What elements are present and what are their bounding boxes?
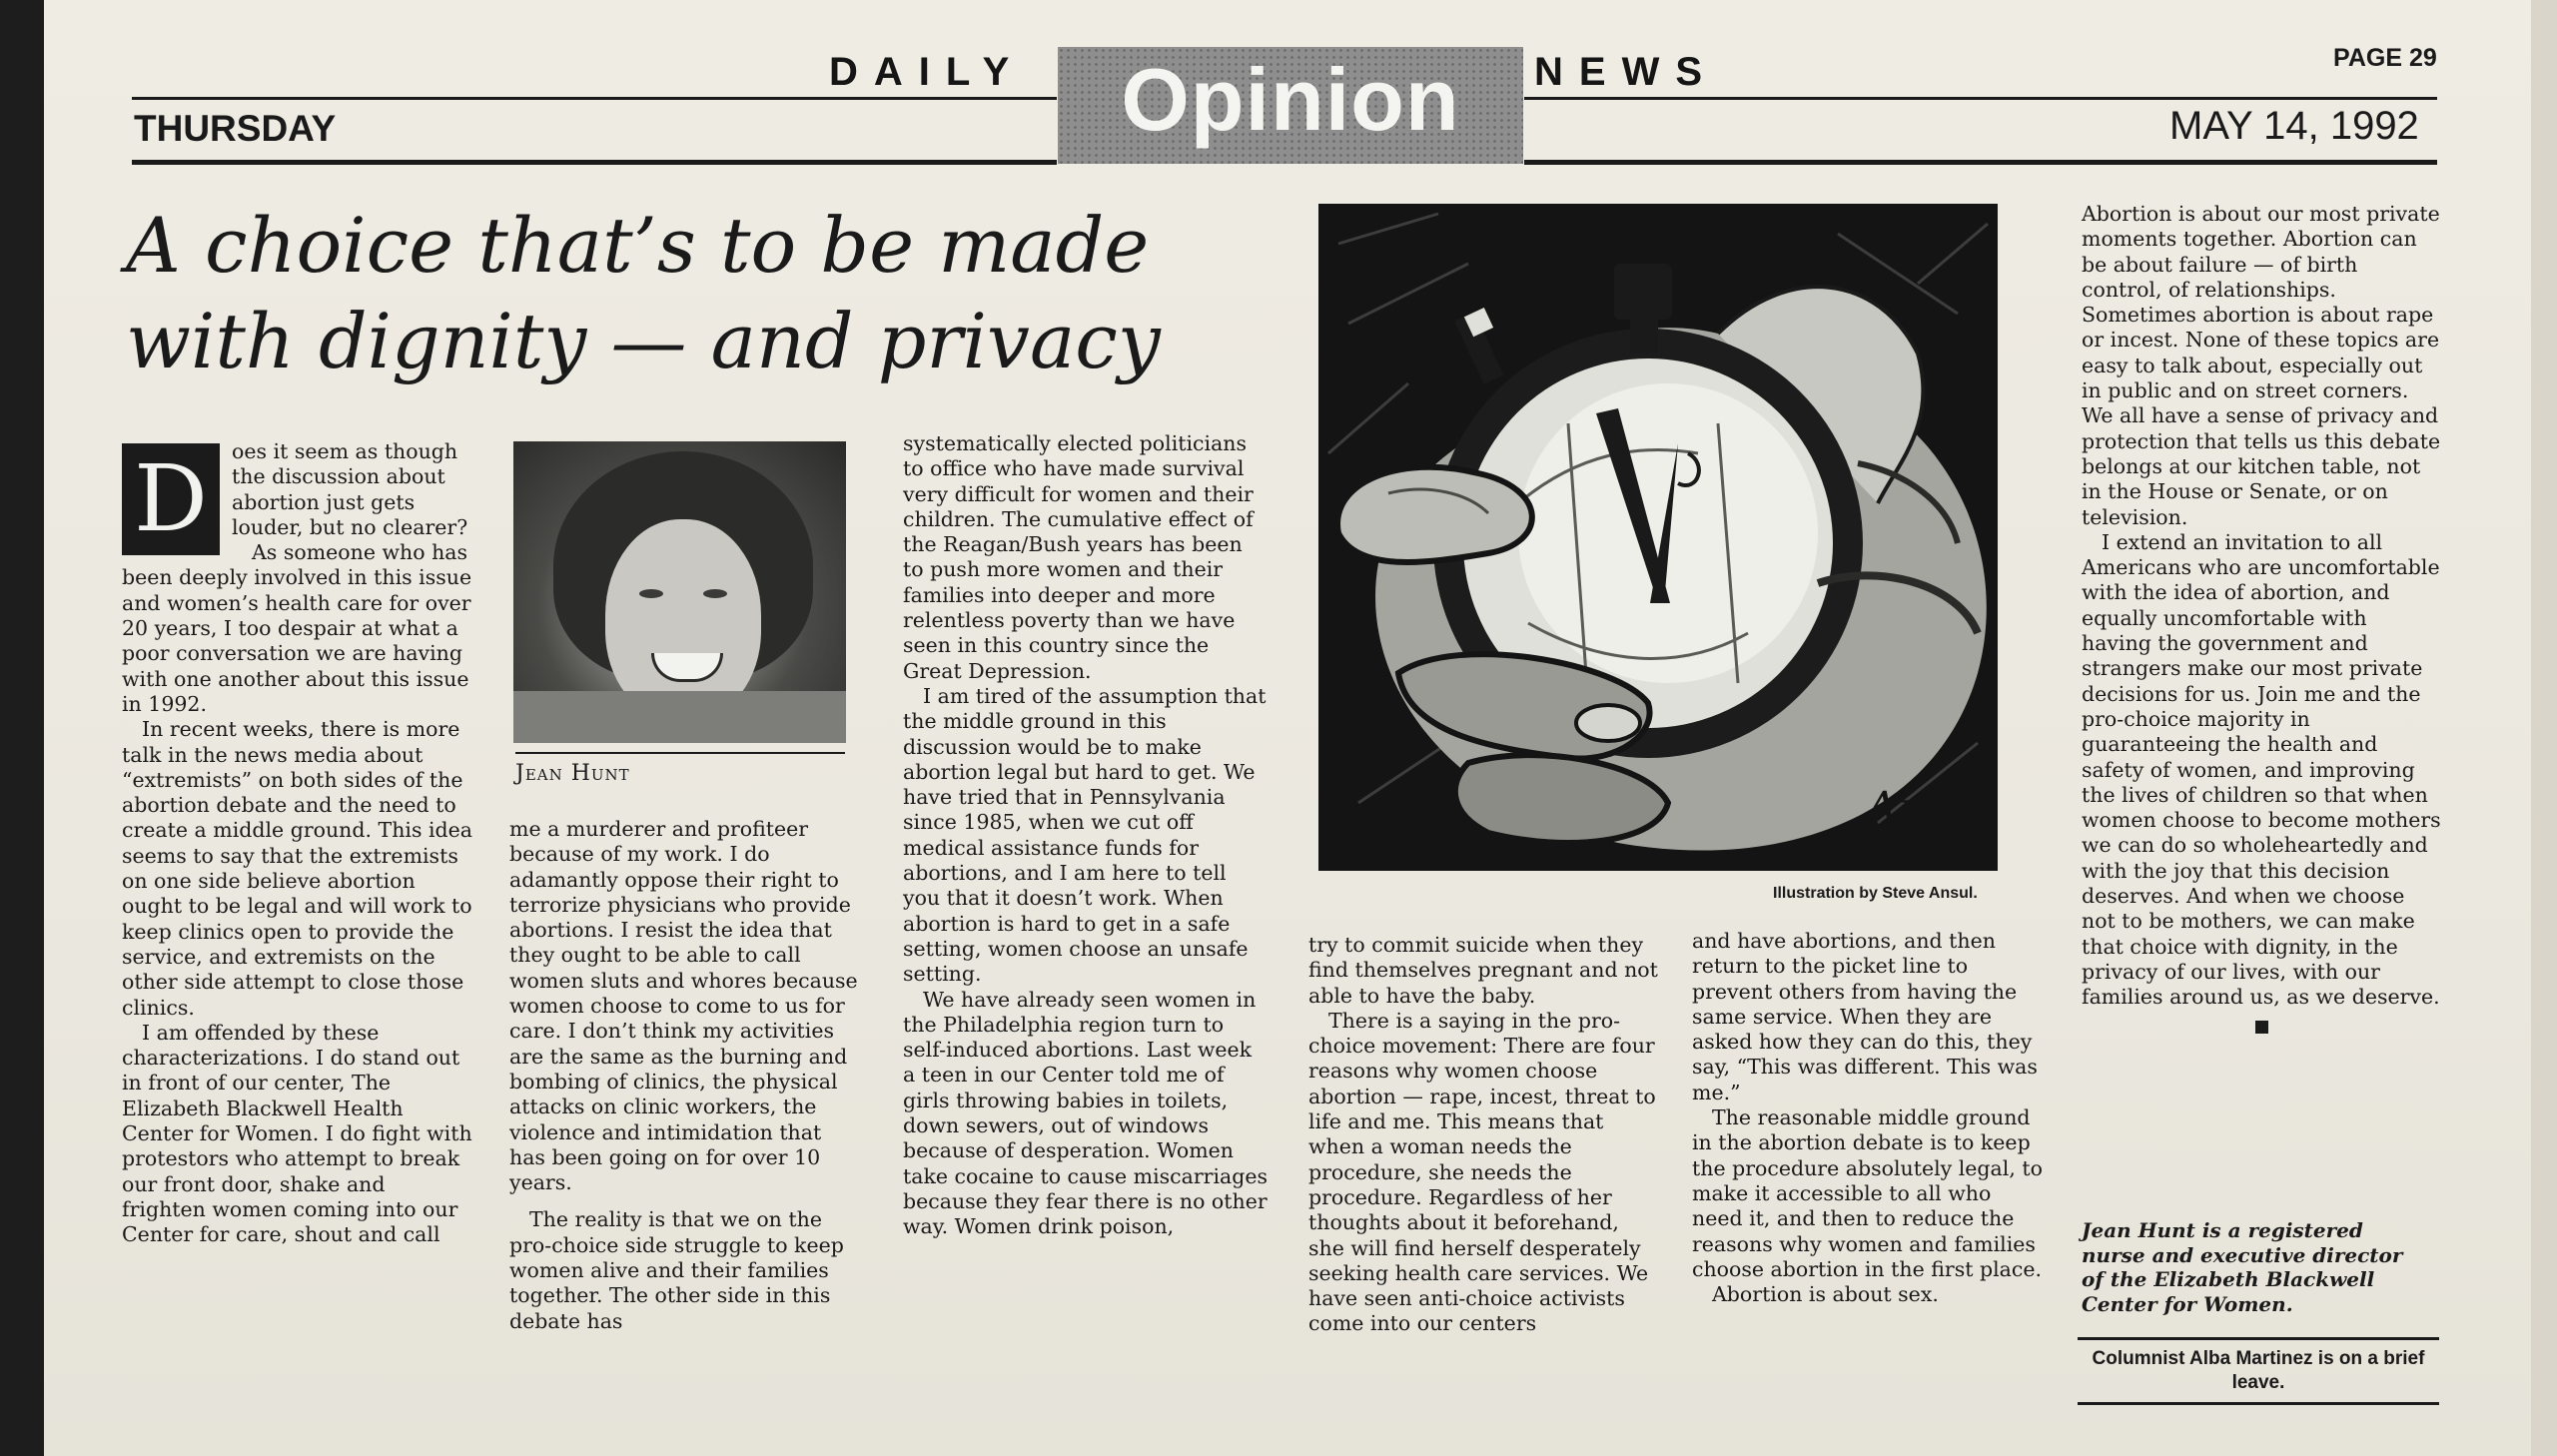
issue-date: MAY 14, 1992 xyxy=(2169,104,2419,148)
masthead-opinion: Opinion xyxy=(1121,50,1460,149)
note-rule-top xyxy=(2078,1337,2439,1340)
photo-collar xyxy=(513,691,846,743)
article-headline xyxy=(126,198,1255,389)
issue-day: THURSDAY xyxy=(134,108,337,149)
author-bio: Jean Hunt is a registered nurse and executive director of the Elizabeth Blackwell Center for Women. xyxy=(2082,1218,2403,1316)
paragraph: We have already seen women in the Philadelphia region turn to self-induced abortions. Last week a teen in our Center told me of girls throwing babies in toilets, down sewers, out of windows because of desperation. Women take cocaine to cause miscarriages because they fear there is no other way. Women drink poison, xyxy=(903,987,1269,1239)
article-column-4 xyxy=(1308,933,1660,1337)
note-rule-bottom xyxy=(2078,1402,2439,1405)
lead-paragraph xyxy=(122,439,473,552)
masthead-rule-top-left xyxy=(132,97,1057,100)
masthead-rule-bottom-left xyxy=(132,160,1057,165)
stopwatch-illustration xyxy=(1318,204,1998,871)
article-column-2 xyxy=(509,817,861,1334)
paragraph: There is a saying in the pro-choice movement: There are four reasons why women choose abortion — rape, incest, threat to life and me. This means that when a woman needs the procedure, she needs the procedure. Regardless of her thoughts about it beforehand, she will find herself desperately seeking health care services. We have seen anti-choice activists come into our centers xyxy=(1308,1008,1656,1336)
page-number: PAGE 29 xyxy=(2333,44,2437,72)
paragraph: The reasonable middle ground in the abortion debate is to keep the procedure absolutely legal, to make it accessible to all who need it, and then to reduce the reasons why women and families choose abortion in the first place. xyxy=(1692,1105,2043,1281)
masthead-rule-bottom-right xyxy=(1524,160,2437,165)
paragraph: In recent weeks, there is more talk in the news media about “extremists” on both sides of the abortion debate and the need to create a middle ground. This idea seems to say that the extremists on one side believe abortion ought to be legal and will work to keep clinics open to provide the service, and extremists on the other side attempt to close those clinics. xyxy=(122,717,473,1020)
illustration-credit: Illustration by Steve Ansul. xyxy=(1773,885,1978,902)
drop-cap: D xyxy=(122,443,220,555)
paragraph: Abortion is about sex. xyxy=(1712,1282,1939,1307)
photo-eye-left xyxy=(639,589,663,598)
illustration-drawing xyxy=(1318,204,1998,871)
masthead-news: NEWS xyxy=(1534,50,1718,94)
photo-smile xyxy=(651,653,723,682)
end-mark xyxy=(2255,1021,2268,1034)
paragraph: me a murderer and profiteer because of my work. I do adamantly oppose their right to terrorize physicians who provide abortions. I resist the idea that they ought to be able to call women sluts and whores because women choose to come to us for care. I don’t think my activities are the same as the burning and bombing of clinics, the physical attacks on clinic workers, the violence and intimidation that has been going on for over 10 years. xyxy=(509,817,858,1195)
masthead-opinion-box xyxy=(1058,47,1523,164)
headline-line-2: with dignity — and privacy xyxy=(126,297,1161,385)
page-edge-shadow xyxy=(0,0,44,1456)
masthead-rule-top-right xyxy=(1524,97,2437,100)
end-mark-line xyxy=(2082,1015,2441,1040)
columnist-note: Columnist Alba Martinez is on a brief leave. xyxy=(2092,1348,2425,1393)
article-column-3 xyxy=(903,431,1269,1240)
lead-text: oes it seem as though the discussion about abortion just gets louder, but no clearer? xyxy=(232,439,468,539)
paragraph: The reality is that we on the pro-choice side struggle to keep women alive and their families together. The other side in this debate has xyxy=(509,1207,844,1333)
illustration-signature: Ansul xyxy=(1866,783,1992,834)
paragraph: I am tired of the assumption that the middle ground in this discussion would be to make abortion legal but hard to get. We have tried that in Pennsylvania since 1985, when we cut off medical assistance funds for abortions, and I am here to tell you that it doesn’t work. When abortion is hard to get in a safe setting, women choose an unsafe setting. xyxy=(903,683,1267,987)
paragraph: I extend an invitation to all Americans who are uncomfortable with the idea of abortion, and equally uncomfortable with having the government and strangers make our most private decisions for us. Join me and the pro-choice majority in guaranteeing the health and safety of women, and improving the lives of children so that when women choose to become mothers we can do so wholeheartedly and with the joy that this decision deserves. And when we choose not to be mothers, we can make that choice with dignity, in the privacy of our lives, with our families around us, as we deserve. xyxy=(2082,529,2441,1010)
photo-face xyxy=(605,519,761,719)
article-column-6 xyxy=(2082,202,2441,1040)
paragraph: I am offended by these characterizations. I do stand out in front of our center, The Elizabeth Blackwell Health Center for Women. I do fight with protestors who attempt to break our front door, shake and frighten women coming into our Center for care, shout and call xyxy=(122,1020,472,1247)
author-byline: Jean Hunt xyxy=(515,761,630,786)
photo-eye-right xyxy=(703,589,727,598)
paragraph: Abortion is about our most private moments together. Abortion can be about failure — of birth control, of relationships. Sometimes abortion is about rape or incest. None of these topics are easy to talk about, especially out in public and on street corners. We all have a sense of privacy and protection that tells us this debate belongs at our kitchen table, not in the House or Senate, or on television. xyxy=(2082,202,2441,529)
article-column-1 xyxy=(122,439,473,1248)
paragraph: try to commit suicide when they find themselves pregnant and not able to have the baby. xyxy=(1308,933,1658,1008)
masthead-daily: DAILY xyxy=(829,50,1026,94)
paragraph: systematically elected politicians to office who have made survival very difficult for women and their children. The cumulative effect of the Reagan/Bush years has been to push more women and their families into deeper and more relentless poverty than we have seen in this country since the Great Depression. xyxy=(903,431,1254,683)
paragraph: As someone who has been deeply involved in this issue and women’s health care for over 20 years, I too despair at what a poor conversation we are having with one another about this issue in 1992. xyxy=(122,540,472,716)
article-column-5 xyxy=(1692,929,2044,1307)
paragraph: and have abortions, and then return to the picket line to prevent others from having the same service. When they are asked how they can do this, they say, “This was different. This was me.” xyxy=(1692,929,2038,1104)
headline-line-1: A choice that’s to be made xyxy=(126,201,1150,290)
author-photo xyxy=(513,441,846,743)
page-edge-right xyxy=(2531,0,2557,1456)
byline-rule xyxy=(515,752,845,754)
